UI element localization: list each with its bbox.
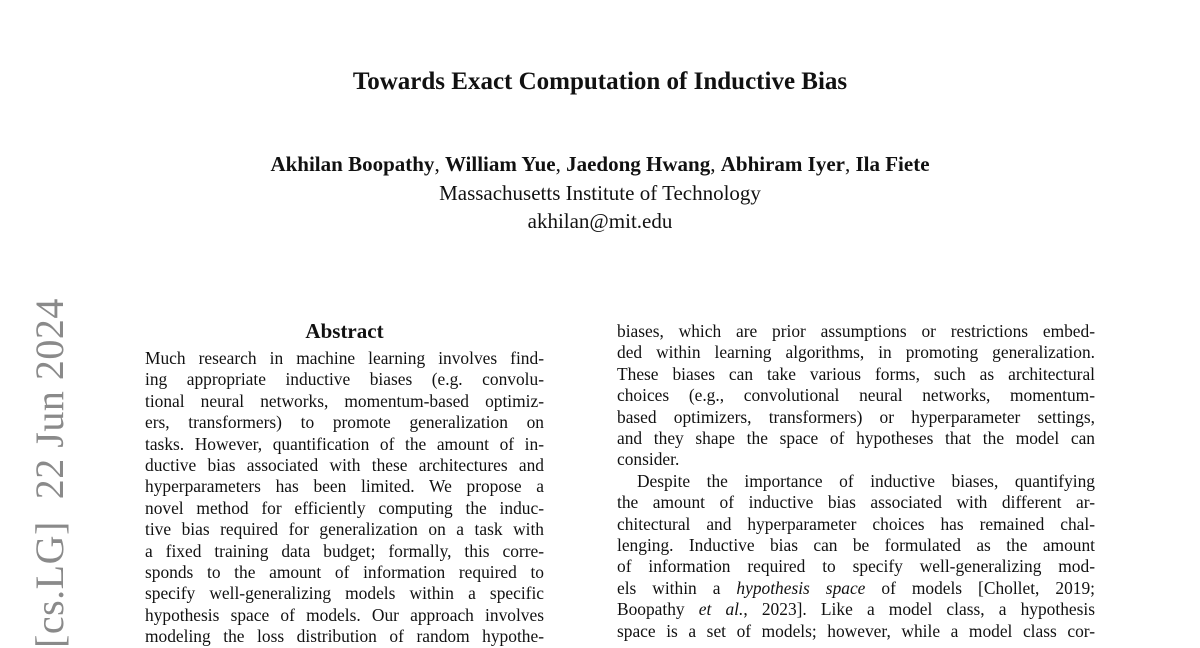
intro-paragraph-2 [617,471,1095,642]
abstract-line: tional neural networks, momentum-based optimiz- [145,390,544,411]
body-line: These biases can take various forms, such as architectural [617,363,1095,384]
abstract-body [145,348,544,648]
arxiv-date: 22 Jun 2024 [27,298,72,500]
text-run: , 2023]. Like a model class, a hypothesis [743,599,1095,620]
body-line: choices (e.g., convolutional neural networks, momentum- [617,385,1095,406]
citation-text: Boopathy [617,599,699,620]
abstract-line: hypothesis space of models. Our approach involves [145,604,544,625]
body-line-with-emphasis [617,578,1095,599]
author-email: akhilan@mit.edu [527,209,673,233]
intro-paragraph-1 [617,321,1095,471]
abstract-line: tive bias required for generalization on a task with [145,519,544,540]
emphasis-hypothesis-space: hypothesis space [736,577,866,598]
abstract-line: ing appropriate inductive biases (e.g. convolu- [145,369,544,390]
abstract-line: ers, transformers) to promote generalization on [145,412,544,433]
body-line: Despite the importance of inductive biases, quantifying [637,470,1095,491]
text-run: els within a [617,577,737,598]
author-affiliation: Massachusetts Institute of Technology [439,181,761,205]
body-line: lenging. Inductive bias can be formulated as the amount [617,535,1095,556]
author-name: Jaedong Hwang [566,152,711,176]
abstract-line: specify well-generalizing models within a specific [145,583,544,604]
body-line: biases, which are prior assumptions or restrictions embed- [617,321,1095,341]
emphasis-et-al: et al. [698,599,744,620]
author-name: Abhiram Iyer [720,152,845,176]
body-line-with-emphasis [617,599,1095,620]
body-line: space is a set of models; however, while a model class cor- [617,620,1095,641]
author-name: Akhilan Boopathy [270,152,435,176]
arxiv-category: [cs.LG] [27,521,72,648]
abstract-line: modeling the loss distribution of random hypothe- [145,626,544,647]
citation-text: of models [Chollet, 2019; [865,577,1095,598]
abstract-line: sponds to the amount of information required to [145,562,544,583]
body-line: and they shape the space of hypotheses that the model can [617,428,1095,449]
body-line: the amount of inductive bias associated with different ar- [617,492,1095,513]
body-line: consider. [617,449,680,470]
author-name: William Yue [444,152,556,176]
abstract-line: tasks. However, quantification of the amount of in- [145,433,544,454]
author-name: Ila Fiete [855,152,930,176]
left-column [145,318,544,648]
body-line: of information required to specify well-generalizing mod- [617,556,1095,577]
abstract-line: Much research in machine learning involves find- [145,348,544,368]
arxiv-identifier-stamp [28,298,72,648]
right-column [617,321,1095,642]
abstract-line: hyperparameters has been limited. We propose a [145,476,544,497]
abstract-line: novel method for efficiently computing the induc- [145,497,544,518]
abstract-line: a fixed training data budget; formally, this corre- [145,540,544,561]
body-line: chitectural and hyperparameter choices has remained chal- [617,513,1095,534]
author-list: Akhilan Boopathy, William Yue, Jaedong Hwang, Abhiram Iyer, Ila Fiete [270,152,930,176]
abstract-heading: Abstract [305,319,384,343]
body-line: ded within learning algorithms, in promoting generalization. [617,342,1095,363]
body-line: based optimizers, transformers) or hyperparameter settings, [617,406,1095,427]
paper-title: Towards Exact Computation of Inductive Bias [352,68,848,95]
abstract-line: ductive bias associated with these architectures and [145,455,544,476]
